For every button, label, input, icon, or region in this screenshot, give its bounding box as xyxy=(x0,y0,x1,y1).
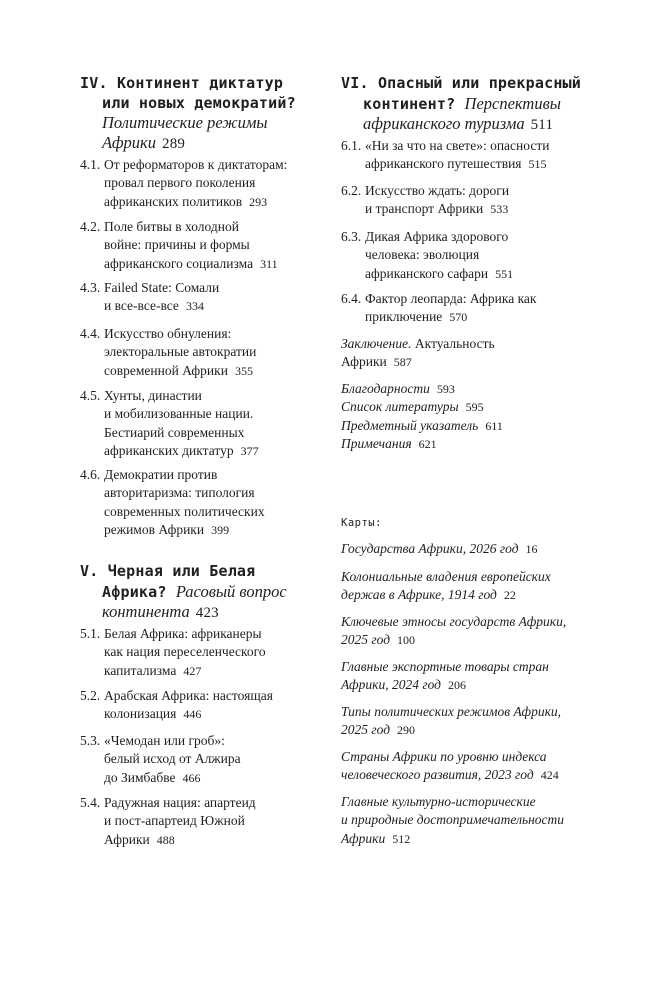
toc-entry-4-1[interactable] xyxy=(80,156,287,211)
toc-entry-4-5[interactable] xyxy=(80,387,259,460)
entry-page: 595 xyxy=(465,400,484,415)
entry-page: 355 xyxy=(234,363,253,378)
entry-title: и транспорт Африки xyxy=(365,201,484,217)
entry-title: Демократии против xyxy=(104,467,218,482)
entry-number: 5.4. xyxy=(80,795,101,810)
toc-entry-6-2[interactable] xyxy=(341,182,509,219)
toc-entry-4-2[interactable] xyxy=(80,218,278,273)
entry-page: 488 xyxy=(156,832,175,847)
entry-title: «Ни за что на свете»: опасности xyxy=(365,138,550,153)
map-title: 2025 год xyxy=(341,632,391,648)
part-5-page: 423 xyxy=(195,605,219,621)
toc-back-matter xyxy=(341,380,503,453)
entry-title: до Зимбабве xyxy=(104,769,176,785)
entry-number: 4.6. xyxy=(80,467,101,482)
part-5-subtitle-line2: континента xyxy=(102,602,190,621)
toc-entry-4-4[interactable] xyxy=(80,325,256,380)
entry-page: 206 xyxy=(447,678,466,693)
entry-page: 611 xyxy=(485,418,503,433)
entry-title: и все-все-все xyxy=(104,298,179,314)
entry-number: 6.4. xyxy=(341,291,362,306)
entry-title: «Чемодан или гроб»: xyxy=(104,733,225,748)
toc-entry-5-1[interactable] xyxy=(80,625,266,680)
entry-title: Фактор леопарда: Африка как xyxy=(365,291,537,306)
entry-title: и пост-апартеид Южной xyxy=(104,813,245,829)
entry-title: Радужная нация: апартеид xyxy=(104,795,256,810)
part-4-subtitle-line1: Политические режимы xyxy=(102,113,268,132)
entry-page: 399 xyxy=(211,522,230,537)
entry-number: 6.3. xyxy=(341,229,362,244)
entry-title: Белая Африка: африканеры xyxy=(104,626,262,641)
toc-entry-notes[interactable] xyxy=(341,435,503,453)
entry-page: 621 xyxy=(418,436,437,451)
entry-title: африканского социализма xyxy=(104,255,254,271)
entry-title: провал первого поколения xyxy=(104,175,256,191)
entry-title: человека: эволюция xyxy=(365,247,480,263)
map-title: Главные культурно-исторические xyxy=(341,794,536,809)
map-title: 2025 год xyxy=(341,722,391,738)
entry-title: электоральные автократии xyxy=(104,344,257,360)
entry-title: современных политических xyxy=(104,503,265,519)
entry-page: 334 xyxy=(185,299,204,314)
part-6-page: 511 xyxy=(530,117,554,133)
entry-title: Африки xyxy=(104,831,150,847)
entry-title: режимов Африки xyxy=(104,521,205,537)
part-6-subtitle-line1: Перспективы xyxy=(464,93,561,113)
map-title: Главные экспортные товары стран xyxy=(341,659,549,674)
part-5-title-line2: Африка? xyxy=(102,582,167,601)
entry-page: 533 xyxy=(490,202,509,217)
part-4-label: IV. xyxy=(80,74,108,92)
map-title: Типы политических режимов Африки, xyxy=(341,704,562,719)
entry-page: 446 xyxy=(183,707,202,722)
part-6-heading[interactable] xyxy=(341,74,641,136)
entry-page: 311 xyxy=(260,256,278,271)
entry-title: колонизация xyxy=(104,706,177,722)
entry-number: 5.2. xyxy=(80,688,101,703)
conclusion-label: Заключение. xyxy=(341,336,412,351)
toc-entry-6-4[interactable] xyxy=(341,290,536,327)
toc-map-7[interactable] xyxy=(341,793,564,848)
entry-title: капитализма xyxy=(104,662,177,678)
entry-title: белый исход от Алжира xyxy=(104,751,241,767)
conclusion-title: Актуальность xyxy=(414,336,495,351)
entry-page: 16 xyxy=(525,542,538,556)
entry-title: как нация переселенческого xyxy=(104,644,266,660)
entry-title: Бестиарий современных xyxy=(104,424,245,440)
entry-page: 515 xyxy=(528,157,547,172)
entry-page: 293 xyxy=(249,194,268,209)
entry-title: Благодарности xyxy=(341,381,430,396)
toc-entry-5-4[interactable] xyxy=(80,794,256,849)
part-4-subtitle-line2: Африки xyxy=(102,132,157,152)
entry-page: 593 xyxy=(436,382,455,396)
map-title: Ключевые этносы государств Африки, xyxy=(341,614,567,629)
entry-title: Поле битвы в холодной xyxy=(104,219,239,234)
map-title: человеческого развития, 2023 год xyxy=(341,767,534,783)
entry-title: Failed State: Сомали xyxy=(104,280,220,295)
toc-entry-4-3[interactable] xyxy=(80,279,219,316)
part-5-heading[interactable] xyxy=(80,562,330,624)
entry-title: Предметный указатель xyxy=(341,417,479,433)
entry-number: 4.4. xyxy=(80,326,101,341)
entry-title: Дикая Африка здорового xyxy=(365,229,509,244)
toc-entry-bibliography[interactable] xyxy=(341,398,503,416)
toc-map-1[interactable] xyxy=(341,540,538,558)
entry-title: современной Африки xyxy=(104,362,228,378)
part-4-heading[interactable] xyxy=(80,74,330,154)
entry-page: 466 xyxy=(182,770,201,785)
entry-title: Примечания xyxy=(341,435,412,451)
entry-title: Арабская Африка: настоящая xyxy=(104,688,273,703)
entry-title: и мобилизованные нации. xyxy=(104,406,254,422)
entry-number: 4.3. xyxy=(80,280,101,295)
map-title: Африки, 2024 год xyxy=(341,677,441,693)
entry-page: 512 xyxy=(392,831,411,846)
part-6-title-line1: Опасный или прекрасный xyxy=(377,74,582,92)
entry-page: 570 xyxy=(449,310,468,325)
entry-page: 551 xyxy=(495,266,514,281)
toc-entry-4-6[interactable] xyxy=(80,466,265,539)
entry-number: 4.1. xyxy=(80,157,101,172)
entry-page: 22 xyxy=(503,588,516,603)
entry-title: войне: причины и формы xyxy=(104,237,250,253)
entry-page: 290 xyxy=(397,723,416,738)
part-6-subtitle-line2: африканского туризма xyxy=(363,114,525,133)
entry-title: Хунты, династии xyxy=(104,388,202,403)
toc-entry-acknowledgements[interactable] xyxy=(341,380,503,398)
part-5-subtitle-line1: Расовый вопрос xyxy=(175,581,287,601)
entry-title: Список литературы xyxy=(341,399,459,415)
part-6-title-line2: континент? xyxy=(363,94,456,113)
entry-page: 100 xyxy=(397,633,416,648)
entry-page: 424 xyxy=(540,768,559,783)
entry-title: От реформаторов к диктаторам: xyxy=(104,157,288,172)
part-4-page: 289 xyxy=(162,135,186,152)
toc-map-3[interactable] xyxy=(341,613,566,650)
entry-page: 377 xyxy=(240,443,259,458)
map-title: Колониальные владения европейских xyxy=(341,569,551,584)
entry-title: африканского путешествия xyxy=(365,156,522,172)
entry-title: авторитаризма: типология xyxy=(104,485,255,501)
entry-title: африканских политиков xyxy=(104,193,243,209)
part-4-title-line1: Континент диктатур xyxy=(116,74,284,92)
toc-entry-6-3[interactable] xyxy=(341,228,513,283)
part-5-title-line1: Черная или Белая xyxy=(107,562,256,580)
toc-map-2[interactable] xyxy=(341,568,551,605)
entry-number: 5.3. xyxy=(80,733,101,748)
toc-entry-index[interactable] xyxy=(341,417,503,435)
map-title: Страны Африки по уровню индекса xyxy=(341,749,547,764)
map-title: и природные достопримечательности xyxy=(341,812,565,828)
map-title: держав в Африке, 1914 год xyxy=(341,587,497,603)
entry-number: 4.2. xyxy=(80,219,101,234)
conclusion-title: Африки xyxy=(341,354,387,370)
toc-entry-5-2[interactable] xyxy=(80,687,273,724)
part-6-label: VI. xyxy=(341,74,369,92)
entry-number: 6.1. xyxy=(341,138,362,153)
toc-map-6[interactable] xyxy=(341,748,559,785)
entry-title: приключение xyxy=(365,309,443,325)
part-5-label: V. xyxy=(80,562,99,580)
toc-entry-6-1[interactable] xyxy=(341,137,549,174)
toc-map-5[interactable] xyxy=(341,703,561,740)
entry-title: африканского сафари xyxy=(365,265,489,281)
toc-map-4[interactable] xyxy=(341,658,549,695)
entry-title: Искусство ждать: дороги xyxy=(365,183,510,198)
toc-conclusion[interactable] xyxy=(341,335,495,372)
entry-number: 6.2. xyxy=(341,183,362,198)
maps-heading: Карты: xyxy=(341,517,382,529)
entry-title: африканских диктатур xyxy=(104,442,234,458)
toc-entry-5-3[interactable] xyxy=(80,732,241,787)
entry-number: 4.5. xyxy=(80,388,101,403)
map-title: Африки xyxy=(341,830,386,846)
part-4-title-line2: или новых демократий? xyxy=(102,93,296,112)
map-title: Государства Африки, 2026 год xyxy=(341,541,519,556)
entry-page: 427 xyxy=(183,663,202,678)
entry-page: 587 xyxy=(393,355,412,370)
entry-title: Искусство обнуления: xyxy=(104,326,232,341)
entry-number: 5.1. xyxy=(80,626,101,641)
